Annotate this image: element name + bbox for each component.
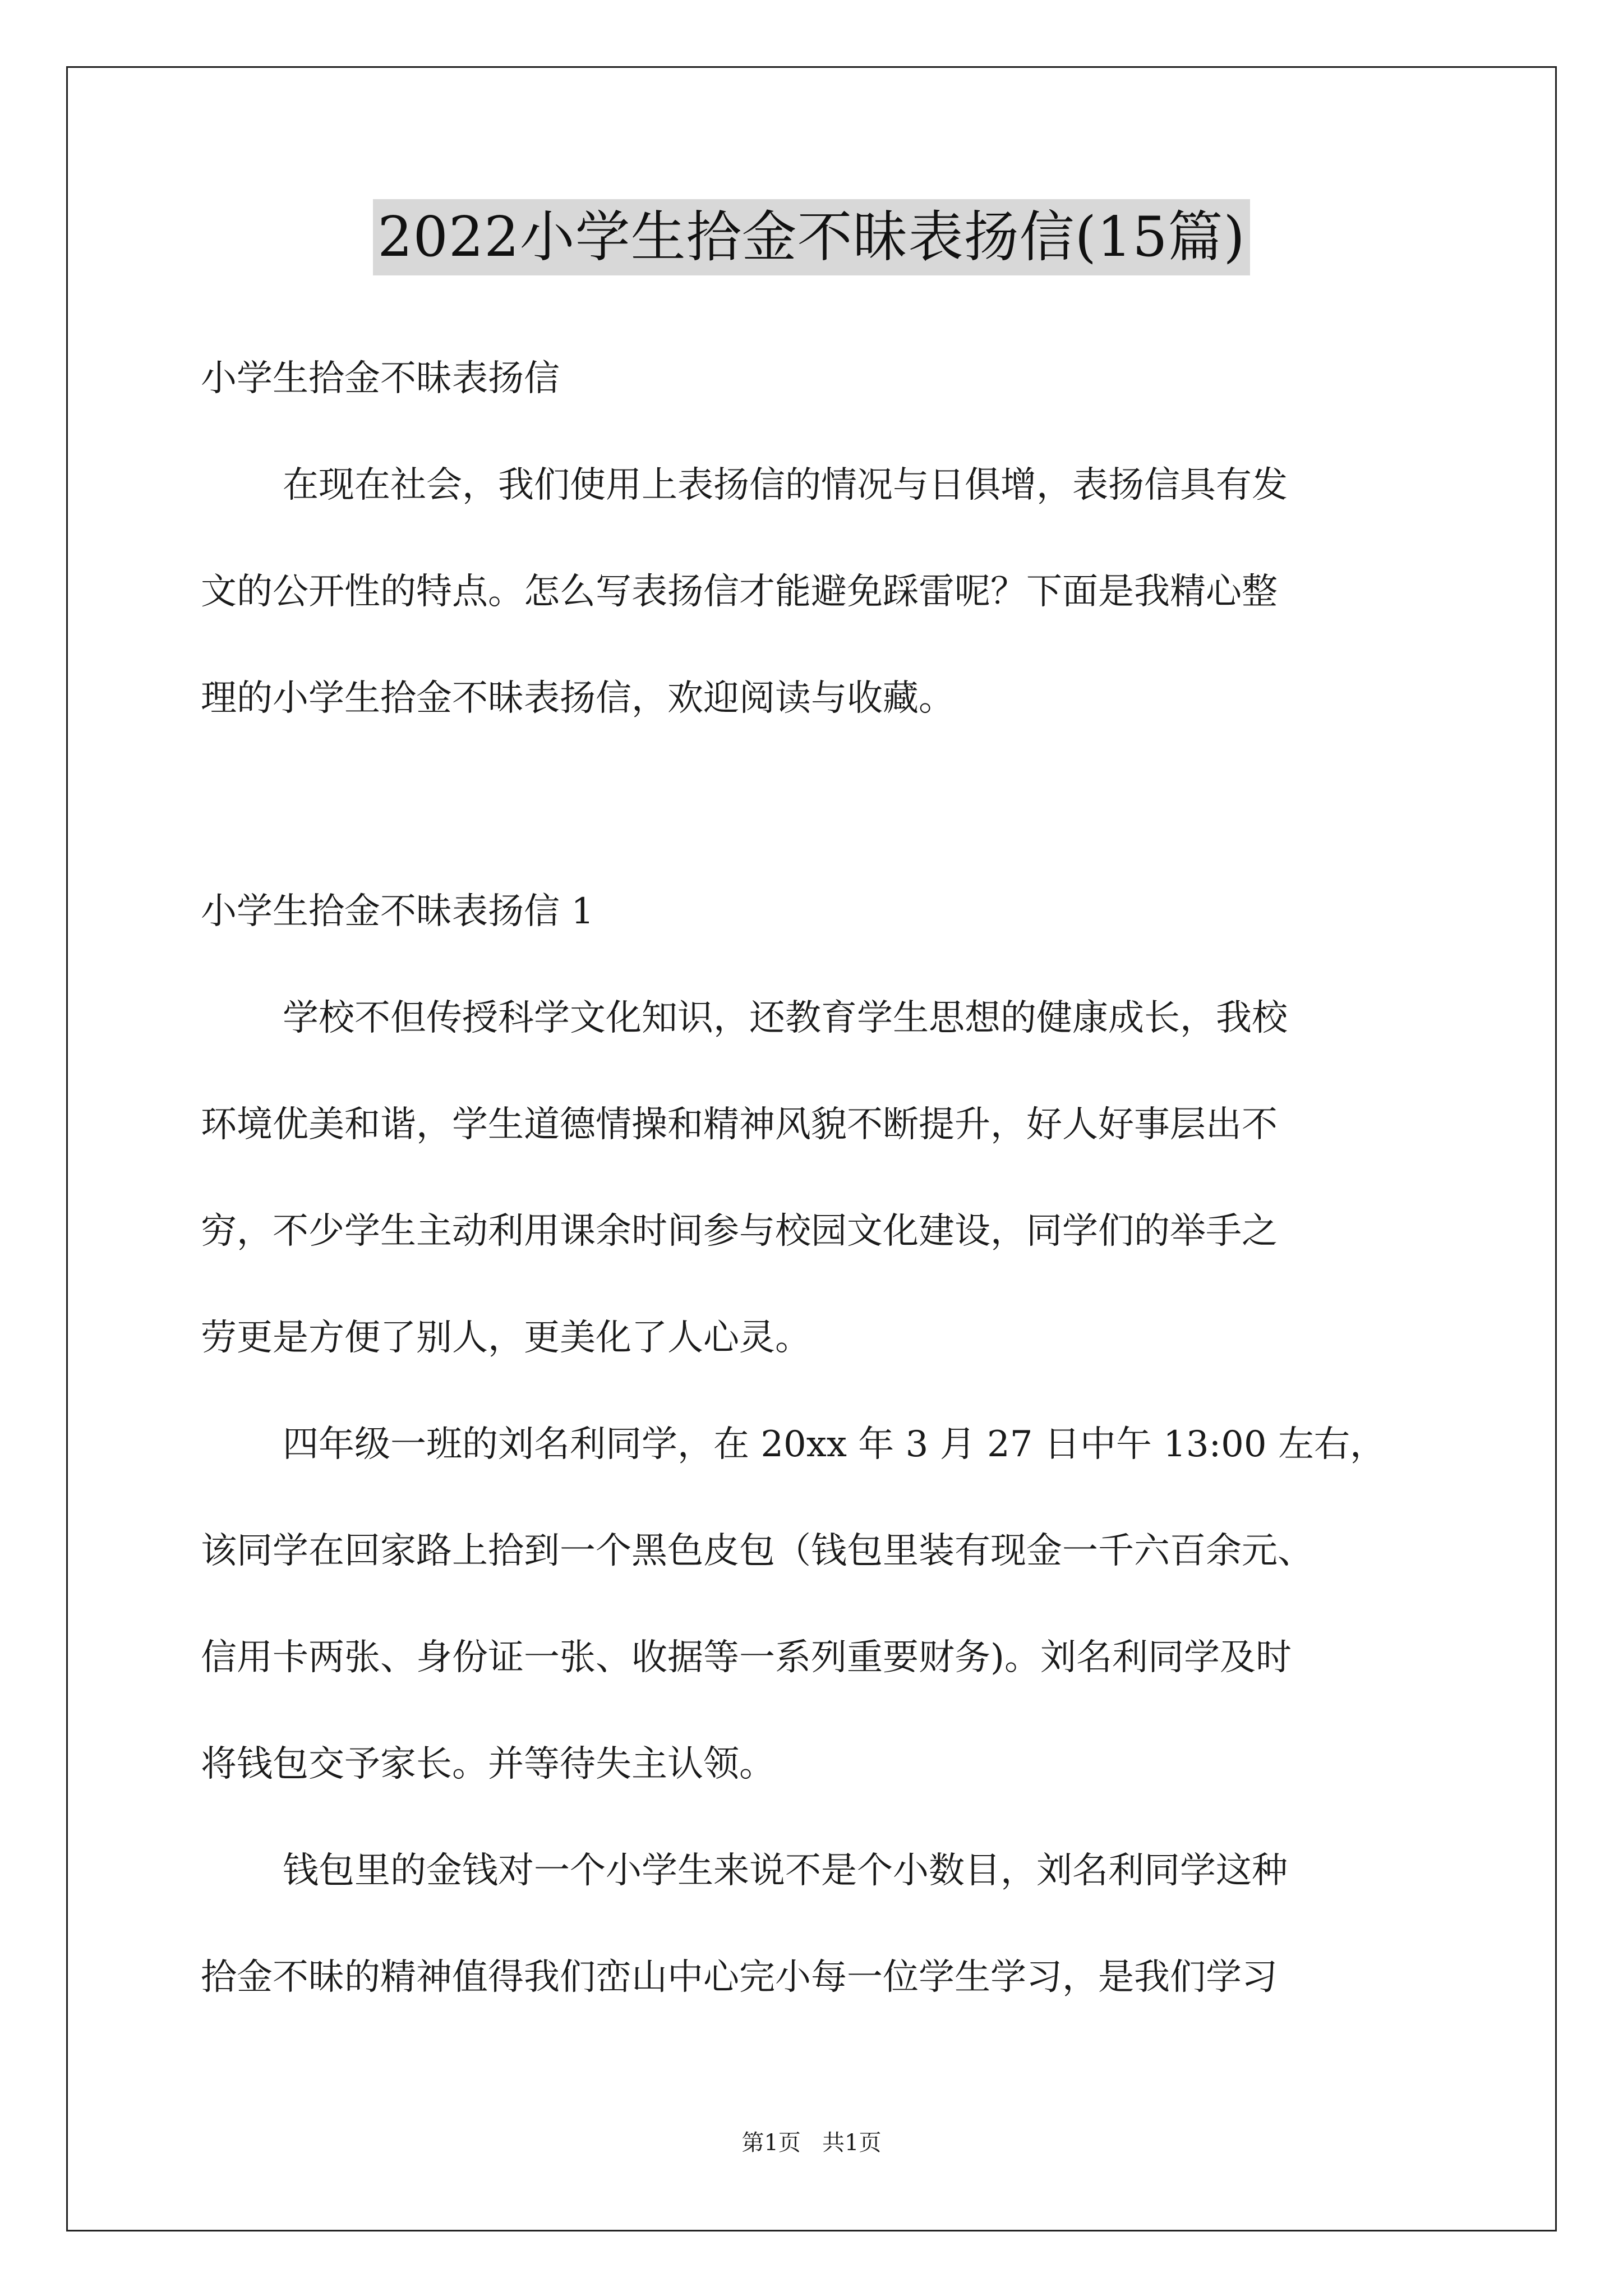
section-heading: 小学生拾金不昧表扬信 1: [201, 891, 594, 932]
page-number: 第1页 共1页: [741, 2130, 882, 2156]
paragraph-line: 将钱包交予家长。并等待失主认领。: [201, 1743, 775, 1785]
paragraph-line: 穷，不少学生主动利用课余时间参与校园文化建设，同学们的举手之: [201, 1211, 1278, 1252]
paragraph-line: 劳更是方便了别人，更美化了人心灵。: [201, 1317, 811, 1359]
intro-line: 理的小学生拾金不昧表扬信，欢迎阅读与收藏。: [201, 678, 955, 719]
paragraph-line: 该同学在回家路上拾到一个黑色皮包（钱包里装有现金一千六百余元、: [201, 1530, 1313, 1572]
paragraph-line: 钱包里的金钱对一个小学生来说不是个小数目，刘名利同学这种: [283, 1850, 1288, 1892]
document-title: 2022小学生拾金不昧表扬信(15篇): [373, 199, 1250, 275]
intro-line: 在现在社会，我们使用上表扬信的情况与日俱增，表扬信具有发: [283, 464, 1288, 506]
paragraph-line: 学校不但传授科学文化知识，还教育学生思想的健康成长，我校: [283, 997, 1288, 1039]
subheading: 小学生拾金不昧表扬信: [201, 358, 560, 399]
paragraph-line: 环境优美和谐，学生道德情操和精神风貌不断提升，好人好事层出不: [201, 1104, 1278, 1145]
intro-line: 文的公开性的特点。怎么写表扬信才能避免踩雷呢？下面是我精心整: [201, 571, 1278, 613]
paragraph-line: 四年级一班的刘名利同学，在 20xx 年 3 月 27 日中午 13:00 左右，: [283, 1424, 1386, 1465]
paragraph-line: 拾金不昧的精神值得我们峦山中心完小每一位学生学习，是我们学习: [201, 1957, 1278, 1998]
paragraph-line: 信用卡两张、身份证一张、收据等一系列重要财务)。刘名利同学及时: [201, 1637, 1292, 1678]
title-container: [0, 199, 1623, 275]
